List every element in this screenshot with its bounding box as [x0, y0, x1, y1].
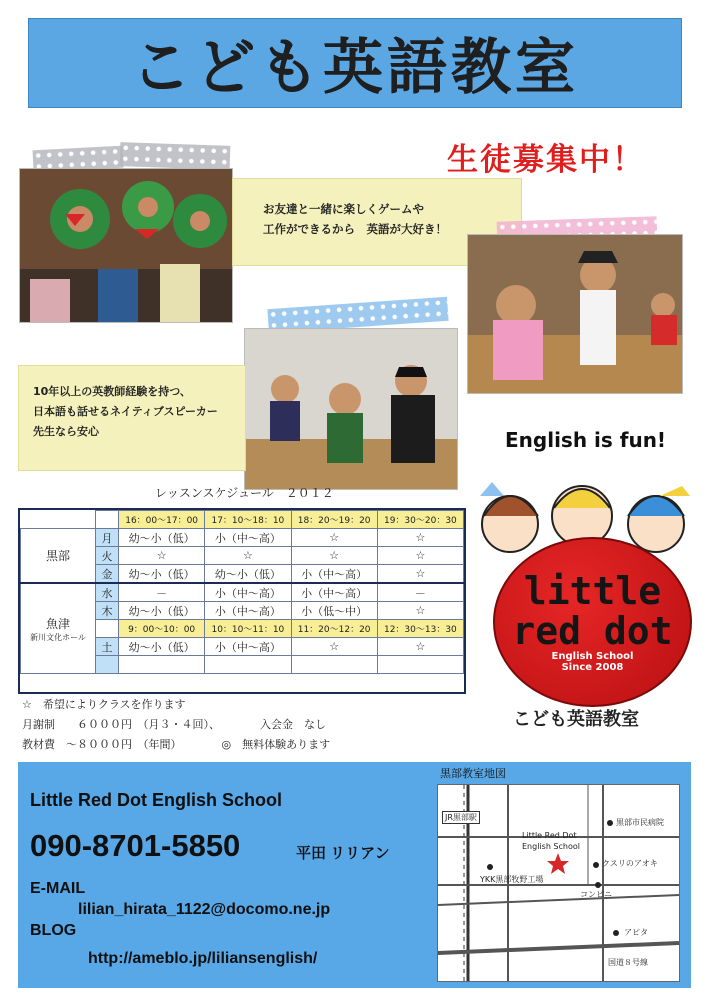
day-cell: 火 [96, 547, 119, 565]
note-line: 日本語も話せるネイティブスピーカー [33, 405, 218, 418]
photo-wreath-kids [19, 168, 233, 323]
class-cell: － [119, 583, 205, 602]
day-cell: 土 [96, 638, 119, 656]
location-label: 黒部 [21, 529, 96, 584]
logo-subtitle: English School [551, 651, 634, 662]
photo-classroom-kids [244, 328, 458, 490]
time-header: 17：10～18：10 [205, 511, 291, 529]
logo-word: little [523, 569, 662, 613]
map-title: 黒部教室地図 [440, 767, 506, 780]
map-label-apita: アピタ [624, 928, 648, 937]
recruit-heading: 生徒募集中！ [447, 142, 645, 178]
class-cell: 幼～小（低） [119, 638, 205, 656]
table-row [21, 529, 464, 547]
table-row [21, 511, 464, 529]
class-cell: 小（中～高） [205, 602, 291, 620]
class-cell: 小（中～高） [205, 638, 291, 656]
note-line: 10年以上の英教師経験を持つ、 [33, 385, 191, 398]
time-header: 10：10～11：10 [205, 620, 291, 638]
contact-name: 平田 リリアン [296, 845, 390, 862]
school-name: Little Red Dot English School [30, 790, 282, 810]
map-label-route: 国道８号線 [608, 958, 648, 967]
class-cell: 小（中～高） [205, 583, 291, 602]
schedule-caption: レッスンスケジュール ２０１２ [155, 486, 334, 500]
time-header: 19：30～20：30 [377, 511, 463, 529]
photo-pirate-kids [467, 234, 683, 394]
map-label-factory: YKK黒部牧野工場 [480, 875, 544, 884]
email-label: E-MAIL [30, 880, 86, 897]
blog-label: BLOG [30, 922, 77, 939]
logo-little-red-dot [493, 537, 692, 707]
location-label: 魚津 [45, 616, 70, 631]
class-cell: ☆ [291, 638, 377, 656]
class-cell: 小（中～高） [205, 529, 291, 547]
fee-text: 入会金 なし [260, 718, 326, 731]
fee-text: ◎ 無料体験あります [221, 738, 331, 751]
class-cell: ☆ [291, 547, 377, 565]
time-header: 12：30～13：30 [377, 620, 463, 638]
class-cell: 幼～小（低） [119, 529, 205, 547]
class-cell: ☆ [377, 602, 463, 620]
page-title: こども英語教室 [131, 33, 579, 103]
footnote-line [22, 735, 330, 755]
map-label-conv: コンビニ [580, 890, 612, 899]
logo-caption: こども英語教室 [513, 709, 639, 730]
class-cell: ☆ [377, 547, 463, 565]
map-label-hospital: 黒部市民病院 [616, 818, 664, 827]
note-line: 工作ができるから 英語が大好き！ [263, 222, 447, 236]
table-row [21, 583, 464, 602]
map-label-school: English School [522, 842, 580, 851]
fee-text: 教材費 ～８０００円 （年間） [22, 738, 182, 751]
location-sublabel: 新川文化ホール [30, 632, 86, 642]
logo-word: red dot [512, 609, 673, 653]
fee-text: 月謝制 ６０００円 （月３・４回）、 [22, 718, 220, 731]
time-header: 16：00～17：00 [119, 511, 205, 529]
email-address[interactable]: lilian_hirata_1122@docomo.ne.jp [78, 901, 331, 918]
class-cell: ☆ [119, 547, 205, 565]
class-cell: 幼～小（低） [119, 565, 205, 584]
blog-url[interactable]: http://ameblo.jp/liliansenglish/ [88, 950, 318, 967]
class-cell: － [377, 583, 463, 602]
map-label-station: JR黒部駅 [442, 811, 480, 824]
location-uozu [21, 583, 96, 674]
note-line: お友達と一緒に楽しくゲームや [263, 202, 424, 216]
class-cell: 幼～小（低） [119, 602, 205, 620]
class-cell: 小（中～高） [291, 565, 377, 584]
map-label-drug: クスリのアオキ [602, 859, 658, 868]
map-label-school: Little Red Dot [522, 831, 577, 840]
note-line: 先生なら安心 [33, 425, 99, 438]
day-cell: 水 [96, 583, 119, 602]
class-cell: ☆ [377, 529, 463, 547]
class-cell: 小（中～高） [291, 583, 377, 602]
day-cell: 金 [96, 565, 119, 584]
day-cell: 月 [96, 529, 119, 547]
english-is-fun: English is fun! [505, 428, 667, 452]
phone-number: 090-8701-5850 [30, 828, 241, 863]
map [437, 784, 680, 982]
footnote-line [22, 715, 330, 735]
class-cell: ☆ [291, 529, 377, 547]
class-cell: ☆ [377, 638, 463, 656]
footnotes [22, 695, 330, 755]
time-header: 9：00～10：00 [119, 620, 205, 638]
note-box-teacher [18, 365, 246, 471]
class-cell: ☆ [205, 547, 291, 565]
class-cell: ☆ [377, 565, 463, 584]
footnote-line: ☆ 希望によりクラスを作ります [22, 698, 186, 711]
time-header: 11：20～12：20 [291, 620, 377, 638]
day-cell: 木 [96, 602, 119, 620]
tape-decoration [120, 142, 231, 170]
time-header: 18：20～19：20 [291, 511, 377, 529]
class-cell: 幼～小（低） [205, 565, 291, 584]
class-cell: 小（低～中） [291, 602, 377, 620]
logo-since: Since 2008 [561, 662, 624, 673]
schedule-table [18, 508, 466, 694]
title-banner [28, 18, 682, 108]
